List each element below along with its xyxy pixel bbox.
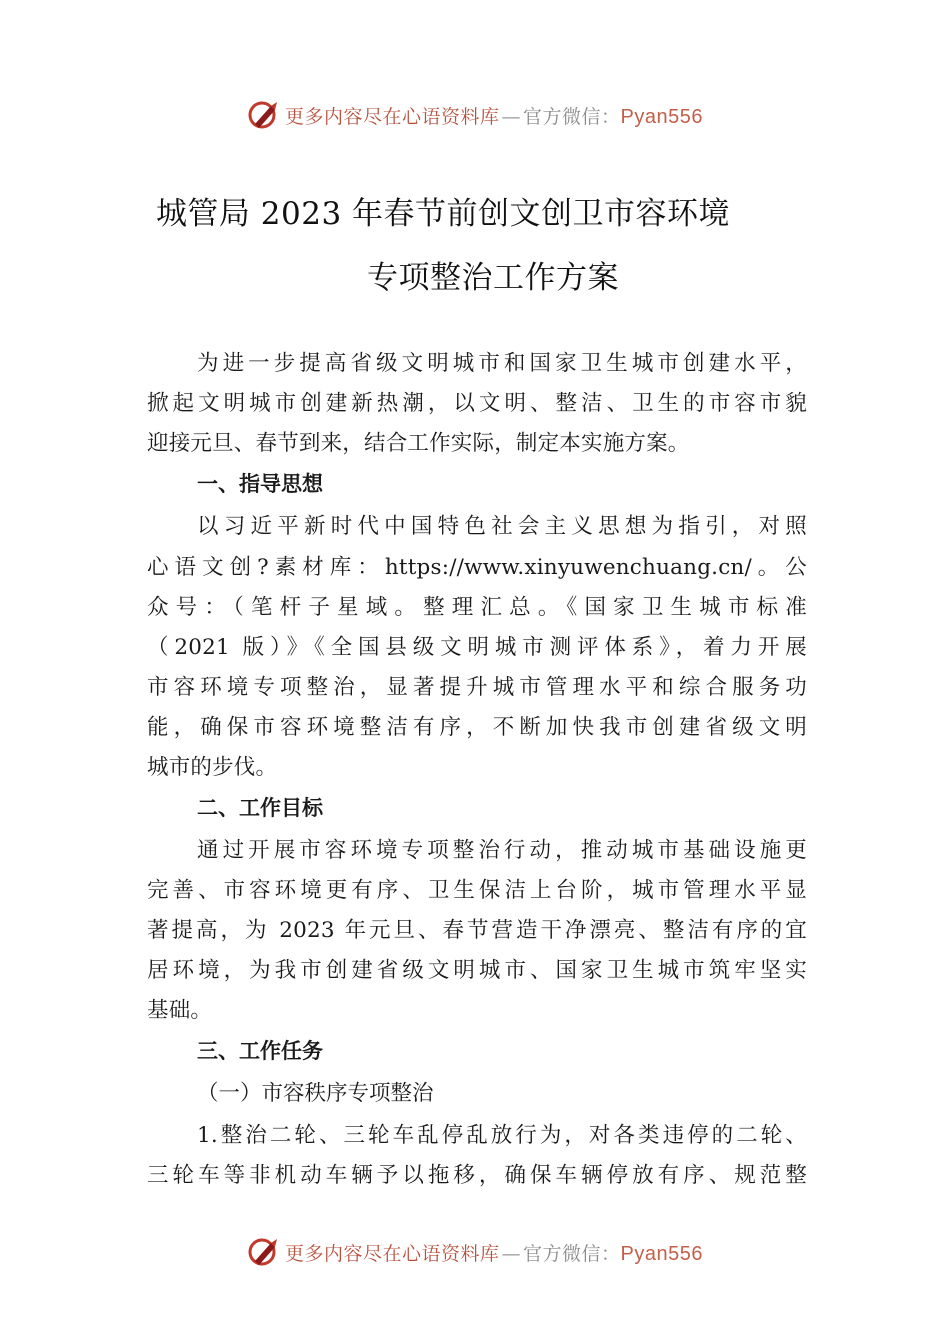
paragraph-line: 著提高，为 2023 年元旦、春节营造干净漂亮、整洁有序的宜 xyxy=(147,918,807,943)
paragraph-line: 完善、市容环境更有序、卫生保洁上台阶，城市管理水平显 xyxy=(147,878,807,903)
watermark-header xyxy=(0,95,950,135)
paragraph-line: 心语文创?素材库：https://www.xinyuwenchuang.cn/。公 xyxy=(147,555,807,580)
document-title-line2: 专项整治工作方案 xyxy=(367,260,619,296)
paragraph-line: （2021 版）》《全国县级文明城市测评体系》，着力开展 xyxy=(147,635,807,660)
paragraph-line: 1.整治二轮、三轮车乱停乱放行为，对各类违停的二轮、 xyxy=(197,1123,807,1148)
pen-logo-icon xyxy=(247,98,281,132)
paragraph-line: 掀起文明城市创建新热潮，以文明、整洁、卫生的市容市貌 xyxy=(147,391,807,416)
paragraph-line: 迎接元旦、春节到来，结合工作实际，制定本实施方案。 xyxy=(147,431,690,456)
document-title-line1: 城管局 2023 年春节前创文创卫市容环境 xyxy=(155,196,731,232)
watermark-footer xyxy=(0,1232,950,1272)
paragraph-line: 通过开展市容环境专项整治行动，推动城市基础设施更 xyxy=(197,838,807,863)
pen-logo-icon xyxy=(247,1235,281,1269)
watermark-text: 更多内容尽在心语资料库 — 官方微信：Pyan556 xyxy=(285,1242,703,1265)
paragraph-line: 市容环境专项整治，显著提升城市管理水平和综合服务功 xyxy=(147,675,807,700)
paragraph-line: 城市的步伐。 xyxy=(147,755,278,780)
paragraph-line: 众号：（笔杆子星域。整理汇总。《国家卫生城市标准 xyxy=(147,595,807,620)
paragraph-line: 三轮车等非机动车辆予以拖移，确保车辆停放有序、规范整 xyxy=(147,1163,807,1188)
section-heading: 一、指导思想 xyxy=(197,472,323,496)
paragraph-line: 基础。 xyxy=(147,998,213,1023)
paragraph-line: 居环境，为我市创建省级文明城市、国家卫生城市筑牢坚实 xyxy=(147,958,807,983)
paragraph-line: 能，确保市容环境整洁有序，不断加快我市创建省级文明 xyxy=(147,715,807,740)
watermark-text: 更多内容尽在心语资料库 — 官方微信：Pyan556 xyxy=(285,105,703,128)
paragraph-line: 为进一步提高省级文明城市和国家卫生城市创建水平， xyxy=(197,351,807,376)
paragraph-line: 以习近平新时代中国特色社会主义思想为指引，对照 xyxy=(197,514,807,539)
subsection-heading: （一）市容秩序专项整治 xyxy=(197,1081,434,1106)
section-heading: 三、工作任务 xyxy=(197,1039,323,1063)
section-heading: 二、工作目标 xyxy=(197,796,323,820)
